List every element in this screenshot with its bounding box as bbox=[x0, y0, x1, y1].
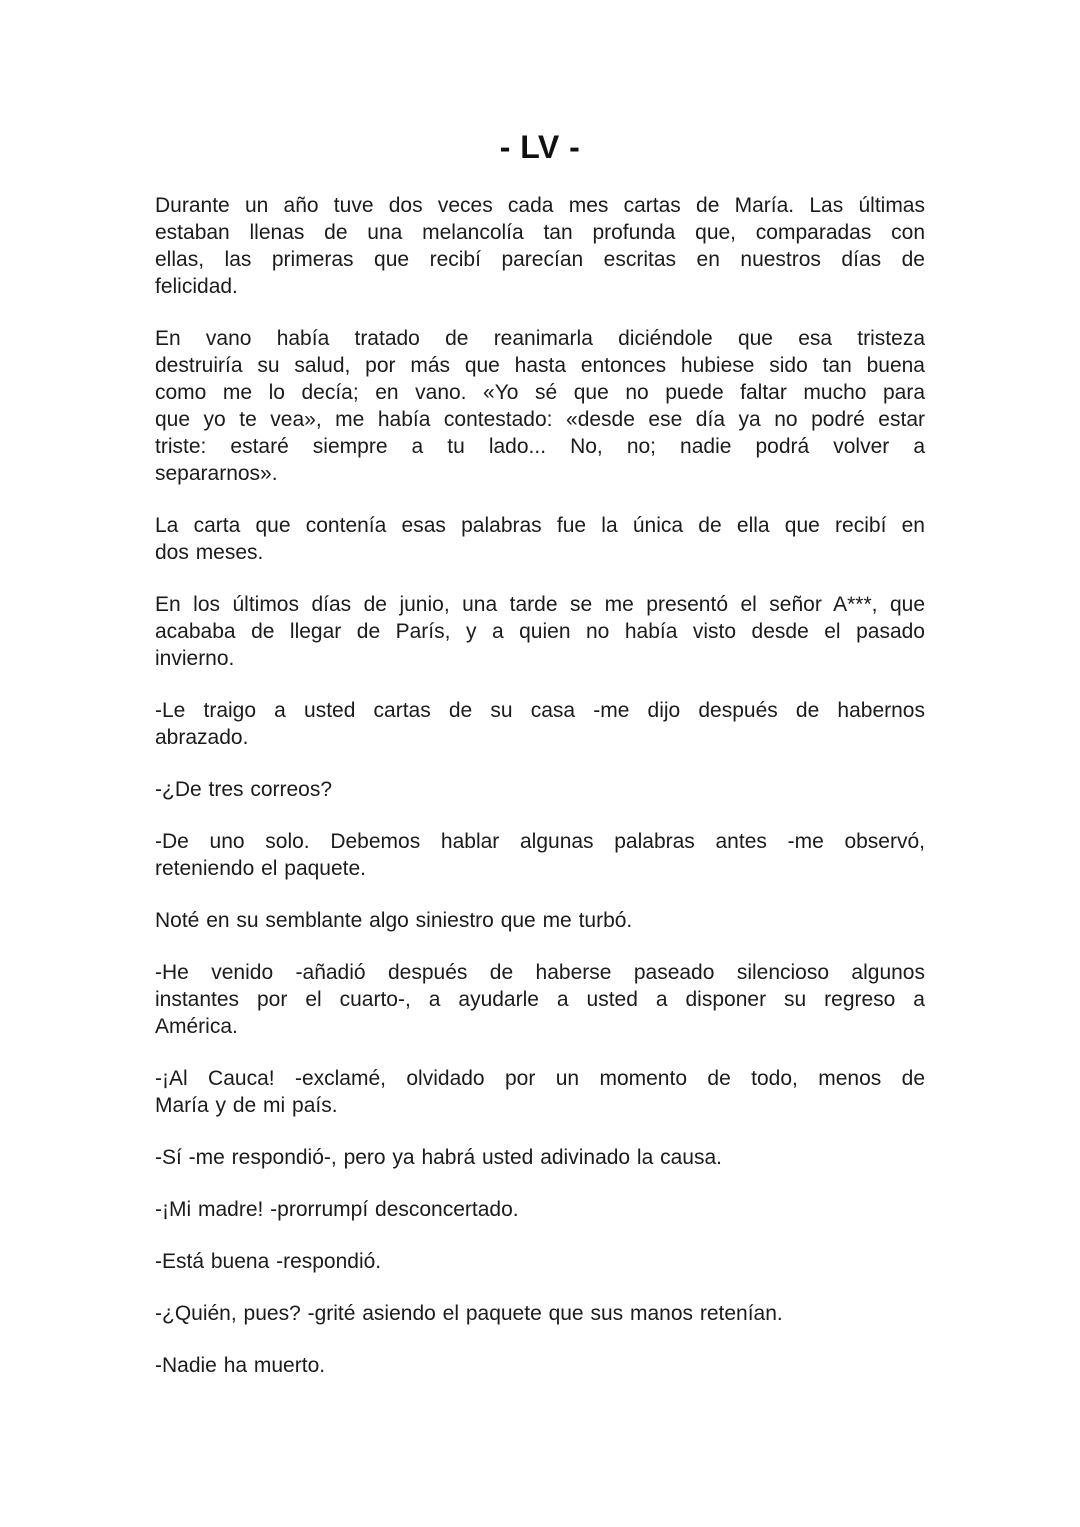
text-line: acababa de llegar de París, y a quien no había visto desde el pasado bbox=[155, 620, 925, 643]
paragraph bbox=[155, 776, 925, 803]
text-line: como me lo decía; en vano. «Yo sé que no puede faltar mucho para bbox=[155, 381, 925, 404]
text-line: reteniendo el paquete. bbox=[155, 857, 367, 880]
text-line: que yo te vea», me había contestado: «desde ese día ya no podré estar bbox=[155, 408, 925, 431]
text-line: -De uno solo. Debemos hablar algunas palabras antes -me observó, bbox=[155, 830, 925, 853]
paragraph bbox=[155, 1248, 925, 1275]
paragraph bbox=[155, 325, 925, 487]
text-line: estaban llenas de una melancolía tan profunda que, comparadas con bbox=[155, 221, 925, 244]
chapter-text bbox=[155, 192, 925, 1379]
paragraph bbox=[155, 512, 925, 566]
text-line: dos meses. bbox=[155, 541, 264, 564]
paragraph bbox=[155, 697, 925, 751]
text-line: separarnos». bbox=[155, 462, 278, 485]
paragraph bbox=[155, 1196, 925, 1223]
paragraph bbox=[155, 192, 925, 300]
text-line: Noté en su semblante algo siniestro que me turbó. bbox=[155, 909, 633, 932]
text-line: -Sí -me respondió-, pero ya habrá usted adivinado la causa. bbox=[155, 1146, 722, 1169]
text-line: -Está buena -respondió. bbox=[155, 1250, 382, 1273]
text-line: destruiría su salud, por más que hasta entonces hubiese sido tan buena bbox=[155, 354, 925, 377]
paragraph bbox=[155, 1352, 925, 1379]
text-line: abrazado. bbox=[155, 726, 249, 749]
text-line: -Le traigo a usted cartas de su casa -me dijo después de habernos bbox=[155, 699, 925, 722]
paragraph bbox=[155, 591, 925, 672]
text-line: felicidad. bbox=[155, 275, 238, 298]
text-line: -¡Al Cauca! -exclamé, olvidado por un momento de todo, menos de bbox=[155, 1067, 925, 1090]
text-line: En vano había tratado de reanimarla diciéndole que esa tristeza bbox=[155, 327, 925, 350]
text-line: ellas, las primeras que recibí parecían escritas en nuestros días de bbox=[155, 248, 925, 271]
text-line: -¿De tres correos? bbox=[155, 778, 333, 801]
text-line: -¡Mi madre! -prorrumpí desconcertado. bbox=[155, 1198, 519, 1221]
paragraph bbox=[155, 1300, 925, 1327]
text-line: invierno. bbox=[155, 647, 235, 670]
text-line: Durante un año tuve dos veces cada mes cartas de María. Las últimas bbox=[155, 194, 925, 217]
paragraph bbox=[155, 1144, 925, 1171]
text-line: -Nadie ha muerto. bbox=[155, 1354, 326, 1377]
text-line: En los últimos días de junio, una tarde se me presentó el señor A***, que bbox=[155, 593, 925, 616]
paragraph bbox=[155, 959, 925, 1040]
text-line: instantes por el cuarto-, a ayudarle a usted a disponer su regreso a bbox=[155, 988, 925, 1011]
paragraph bbox=[155, 907, 925, 934]
paragraph bbox=[155, 828, 925, 882]
text-line: -¿Quién, pues? -grité asiendo el paquete que sus manos retenían. bbox=[155, 1302, 783, 1325]
text-line: América. bbox=[155, 1015, 238, 1038]
text-line: María y de mi país. bbox=[155, 1094, 338, 1117]
text-line: La carta que contenía esas palabras fue la única de ella que recibí en bbox=[155, 514, 925, 537]
text-line: triste: estaré siempre a tu lado... No, no; nadie podrá volver a bbox=[155, 435, 925, 458]
text-line: -He venido -añadió después de haberse paseado silencioso algunos bbox=[155, 961, 925, 984]
chapter-heading: - LV - bbox=[499, 129, 581, 165]
paragraph bbox=[155, 1065, 925, 1119]
